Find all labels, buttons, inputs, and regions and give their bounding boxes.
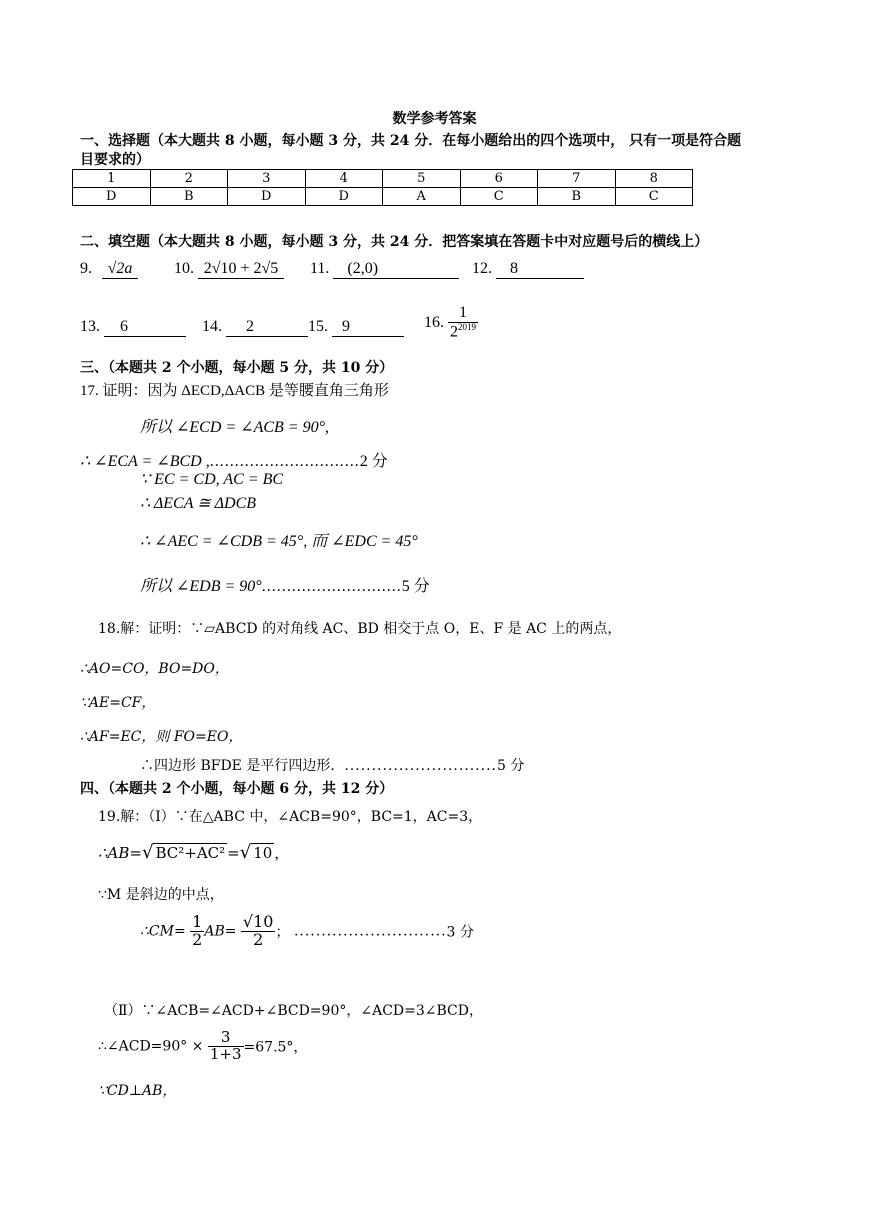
p19-line2-radicand: BC²+AC² xyxy=(155,844,226,862)
p17-line3-text: ∴ ∠ECA = ∠BCD , xyxy=(80,453,210,470)
q10-answer: 2√10 + 2√5 xyxy=(198,260,284,279)
q14 xyxy=(202,318,308,337)
section2-heading: 二、填空题（本大题共 8 小题，每小题 3 分，共 24 分．把答案填在答题卡中对应题号后的横线上） xyxy=(80,234,709,250)
p19-radical-sign: √ xyxy=(141,842,154,863)
frac1-num: 1 xyxy=(192,912,203,931)
page-title: 数学参考答案 xyxy=(392,111,477,127)
p18-line5-score: 5 分 xyxy=(496,758,525,774)
p17-line6: ∴ ∠AEC = ∠CDB = 45°, 而 ∠EDC = 45° xyxy=(140,533,418,550)
p17-line3-dots: .............................. xyxy=(209,453,360,470)
q11 xyxy=(310,260,459,279)
p17-line4: ∵ EC = CD, AC = BC xyxy=(140,471,284,488)
q15-label: 15. xyxy=(308,318,328,335)
p19-line4-frac1 xyxy=(190,914,204,949)
q16-label: 16. xyxy=(424,313,444,331)
p19-line4 xyxy=(140,914,474,949)
p19-line6-post: =67.5°， xyxy=(243,1039,308,1056)
p19-radical-sign-2: √ xyxy=(239,842,252,863)
p18-line1: 18.解：证明：∵▱ABCD 的对角线 AC、BD 相交于点 O，E、F 是 AC 上的两点， xyxy=(98,621,622,637)
p19-line6-pre: ∴∠ACD=90° × xyxy=(98,1038,204,1055)
frac1-den: 2 xyxy=(192,929,203,949)
q15-answer: 9 xyxy=(332,318,404,337)
q10 xyxy=(174,260,284,279)
p18-line2: ∴AO=CO，BO=DO， xyxy=(80,661,229,677)
q15 xyxy=(308,318,404,337)
table-cell: 4 xyxy=(305,170,383,188)
q13-label: 13. xyxy=(80,318,100,335)
table-cell: 8 xyxy=(615,170,693,188)
p19-line1: 19.解：（Ⅰ）∵在△ABC 中，∠ACB=90°，BC=1，AC=3， xyxy=(98,809,483,825)
q16-den-exp: 2019 xyxy=(458,321,476,332)
p19-line6-frac xyxy=(208,1030,244,1063)
q11-label: 11. xyxy=(310,260,330,277)
p19-line5: （Ⅱ）∵∠ACB=∠ACD+∠BCD=90°，∠ACD=3∠BCD， xyxy=(104,1003,483,1019)
table-cell: C xyxy=(615,188,693,206)
table-cell: B xyxy=(538,188,616,206)
table-cell: D xyxy=(228,188,306,206)
q12-answer: 8 xyxy=(496,260,584,279)
section1-heading-line2: 目要求的） xyxy=(80,152,150,168)
q16-den-base: 2 xyxy=(450,323,458,341)
q12 xyxy=(472,260,584,279)
p17-line2: 所以 ∠ECD = ∠ACB = 90°, xyxy=(140,419,330,436)
p19-line4-dots: ............................ xyxy=(293,923,447,940)
p19-line2 xyxy=(98,842,289,863)
p19-line4-pre: ∴CM= xyxy=(140,923,186,940)
p18-line5 xyxy=(140,755,524,775)
table-cell: B xyxy=(150,188,228,206)
p17-line3-score: 2 分 xyxy=(359,453,388,470)
p18-line5-dots: ............................ xyxy=(344,758,497,774)
q14-label: 14. xyxy=(202,318,222,335)
p19-line6 xyxy=(98,1030,307,1063)
frac3-den: 1+3 xyxy=(209,1044,242,1063)
p17-line7-text: 所以 ∠EDB = 90° xyxy=(140,578,262,595)
q16 xyxy=(424,305,478,341)
q9-answer: √2a xyxy=(102,260,138,279)
q13-answer: 6 xyxy=(104,318,186,337)
q12-label: 12. xyxy=(472,260,492,277)
frac2-den: 2 xyxy=(253,929,264,949)
q9 xyxy=(80,260,138,279)
p17-line7-dots: ............................ xyxy=(261,578,402,595)
p19-line2-mid: = xyxy=(227,844,240,862)
table-cell: 3 xyxy=(228,170,306,188)
p19-line7: ∵CD⊥AB， xyxy=(98,1083,177,1099)
table-cell: D xyxy=(305,188,383,206)
p19-line4-frac2 xyxy=(241,914,276,949)
p19-line3: ∵M 是斜边的中点， xyxy=(98,887,224,903)
p18-line3: ∵AE=CF， xyxy=(80,695,156,711)
q10-label: 10. xyxy=(174,260,194,277)
p19-line4-score: 3 分 xyxy=(446,924,474,941)
p19-line4-mid: AB= xyxy=(204,923,237,940)
q13 xyxy=(80,318,186,337)
table-cell: C xyxy=(460,188,538,206)
table-cell: 1 xyxy=(73,170,151,188)
p19-line2-pre: ∴AB= xyxy=(98,844,142,862)
q11-answer: (2,0) xyxy=(333,260,459,279)
p19-line4-post: ； xyxy=(275,924,290,941)
section1-heading-line1: 一、选择题（本大题共 8 小题，每小题 3 分，共 24 分．在每小题给出的四个选项中， 只有一项是符合题 xyxy=(80,133,742,149)
answer-table-answer-row xyxy=(73,188,693,206)
table-cell: D xyxy=(73,188,151,206)
table-cell: 7 xyxy=(538,170,616,188)
q16-answer-fraction xyxy=(448,305,478,341)
p17-line7-score: 5 分 xyxy=(401,578,430,595)
frac2-num: √10 xyxy=(242,912,274,931)
p18-line5-text: ∴四边形 BFDE 是平行四边形． xyxy=(140,758,345,774)
p17-line1: 17. 证明：因为 ΔECD,ΔACB 是等腰直角三角形 xyxy=(80,383,389,399)
answer-table xyxy=(72,169,693,206)
frac3-num: 3 xyxy=(208,1030,244,1047)
section3-heading: 三、（本题共 2 个小题，每小题 5 分，共 10 分） xyxy=(80,360,394,376)
p17-line5: ∴ ΔECA ≅ ΔDCB xyxy=(140,495,257,512)
p19-line2-radicand2: 10 xyxy=(253,844,273,862)
section4-heading: 四、（本题共 2 个小题，每小题 6 分，共 12 分） xyxy=(80,781,394,797)
table-cell: 2 xyxy=(150,170,228,188)
table-cell: A xyxy=(383,188,461,206)
answer-table-number-row xyxy=(73,170,693,188)
p17-line3 xyxy=(80,448,388,471)
q16-numerator: 1 xyxy=(448,305,478,323)
table-cell: 6 xyxy=(460,170,538,188)
q14-answer: 2 xyxy=(226,318,308,337)
q9-label: 9. xyxy=(80,260,92,277)
p17-line7 xyxy=(140,573,430,596)
p18-line4: ∴AF=EC，则 FO=EO， xyxy=(80,729,243,745)
table-cell: 5 xyxy=(383,170,461,188)
q16-denominator xyxy=(448,323,478,341)
p19-line2-post: ， xyxy=(274,844,290,862)
